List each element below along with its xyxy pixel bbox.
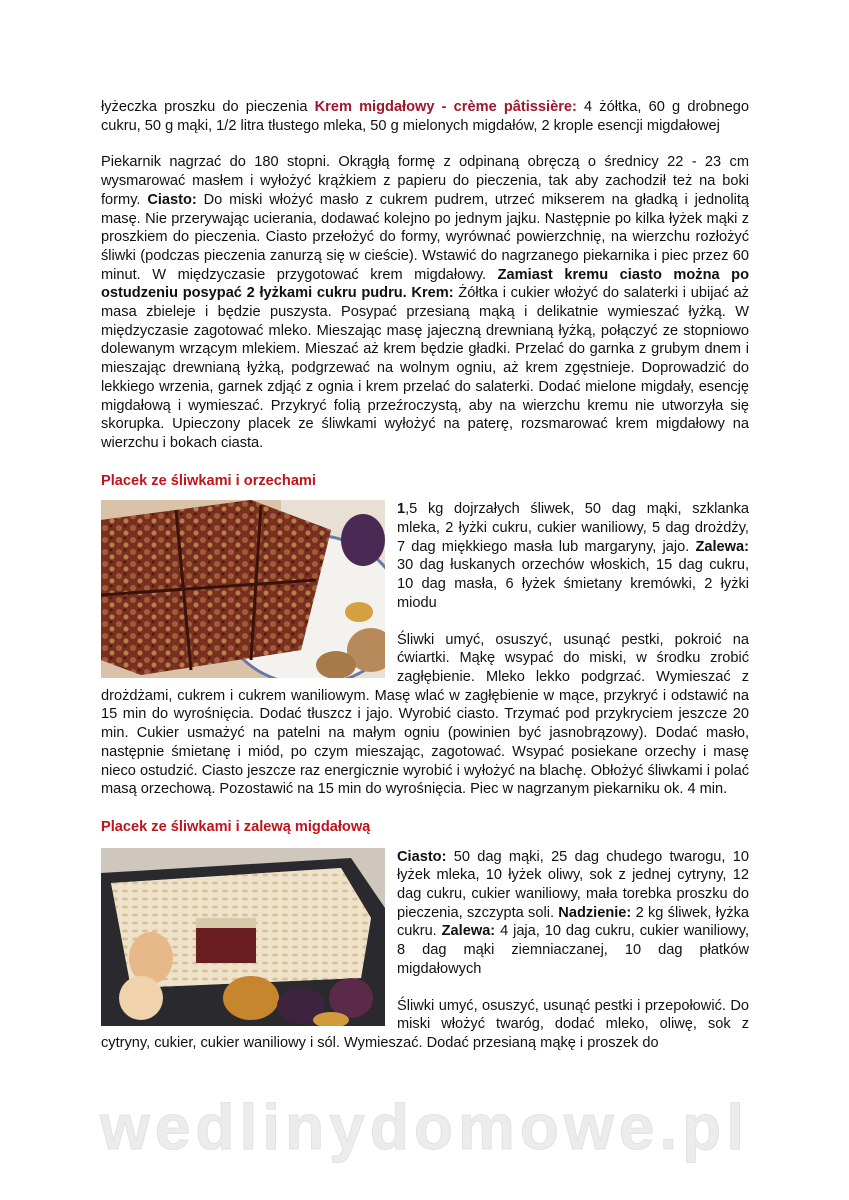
ingr-number: 1	[397, 501, 406, 518]
recipe2-title: Placek ze śliwkami i zalewą migdałową	[101, 818, 371, 835]
document-body	[101, 98, 749, 1053]
recipe1-title: Placek ze śliwkami i orzechami	[101, 472, 316, 489]
recipe2-section	[101, 848, 749, 1053]
intro-text: łyżeczka proszku do pieczenia	[101, 99, 315, 115]
nadzienie-label: Nadzienie:	[558, 904, 632, 921]
ingr-text: 4 jaja, 10 dag cukru, cukier waniliowy, 8 dag mąki ziemniaczanej, 10 dag płatków migdałowych	[397, 923, 749, 977]
cream-heading: Krem migdałowy - crème pâtissière:	[314, 99, 577, 115]
ciasto-label: Ciasto:	[147, 191, 197, 208]
recipe2-method: Śliwki umyć, osuszyć, usunąć pestki i przepołowić. Do miski włożyć twaróg, dodać mleko, oliwę, sok z cytryny, cukier, cukier waniliowy i sól. Wymieszać. Dodać przesianą mąkę i proszek do	[101, 997, 749, 1051]
recipe1-section	[101, 500, 749, 799]
ciasto-label: Ciasto:	[397, 848, 447, 865]
recipe1-method: Śliwki umyć, osuszyć, usunąć pestki, pokroić na ćwiartki. Mąkę wsypać do miski, w środku zrobić zagłębienie. Mleko lekko podgrzać. Wymieszać z drożdżami, cukrem i cukrem waniliowym. Masę wlać w zagłębienie w mące, przykryć i odstawić na 15 min do wyrośnięcia. Dodać tłuszcz i jajo. Wyrobić ciasto. Trzymać pod przykryciem jeszcze 20 min. Cukier usmażyć na patelni na małym ogniu (powinien być jasnobrązowy). Dodać masło, następnie śmietanę i miód, po czym mieszając, zagotować. Wsypać posiekane orzechy i masę nieco ostudzić. Ciasto jeszcze raz energicznie wyrobić i wyłożyć na blachę. Obłożyć śliwkami i polać masą orzechową. Pozostawić na 15 min do wyrośnięcia. Piec w nagrzanym piekarniku ok. 4 min.	[101, 631, 749, 798]
ingr-text: 30 dag łuskanych orzechów włoskich, 15 dag cukru, 10 dag masła, 6 łyżek śmietany kremówki, 2 łyżki miodu	[397, 557, 749, 611]
ingr-text: ,5 kg dojrzałych śliwek, 50 dag mąki, szklanka mleka, 2 łyżki cukru, cukier waniliowy, 5 dag drożdży, 7 dag miękkiego masła lub margaryny, jajo.	[397, 501, 749, 555]
tip-bold: Zamiast kremu ciasto można po ostudzeniu posypać 2 łyżkami cukru pudru. Krem:	[101, 266, 749, 302]
ingr-text: 2 kg śliwek, łyżka cukru.	[397, 904, 749, 940]
method-text: Piekarnik nagrzać do 180 stopni. Okrągłą formę z odpinaną obręczą o średnicy 22 - 23 cm wysmarować masłem i wyłożyć krążkiem z papieru do pieczenia, tak aby zachodził też na boki formy.	[101, 154, 749, 208]
zalewa-label: Zalewa:	[441, 923, 496, 940]
intro-paragraph-1	[101, 98, 749, 135]
intro-paragraph-2	[101, 153, 749, 452]
recipe1-photo	[101, 500, 385, 678]
method-text: Do miski włożyć masło z cukrem pudrem, utrzeć mikserem na gładką i jednolitą masę. Nie przerywając ucierania, dodawać kolejno po jednym jajku. Następnie po kilka łyżek mąki z proszkiem do pieczenia. Ciasto przełożyć do formy, wyrównać powierzchnię, na wierzchu rozłożyć śliwki (podczas pieczenia zanurzą się w cieście). Wstawić do nagrzanego piekarnika i piec przez 60 minut. W międzyczasie przygotować krem migdałowy.	[101, 191, 749, 283]
zalewa-label: Zalewa:	[695, 538, 749, 555]
method-text: Żółtka i cukier włożyć do salaterki i ubijać aż masa zbieleje i będzie puszysta. Posypać przesianą mąką i delikatnie wymieszać łyżką. W międzyczasie zagotować mleko. Mieszając masę jajeczną drewnianą łyżką, połączyć ze stopniowo dolewanym wrzącym mlekiem. Mieszać aż krem będzie gładki. Przelać do garnka z grubym dnem i mieszając drewnianą łyżką, podgrzewać na wolnym ogniu, aż krem zgęstnieje. Doprowadzić do lekkiego wrzenia, garnek zdjąć z ognia i krem przelać do salaterki. Dodać mielone migdały, esencję migdałową i wymieszać. Przykryć folią przeźroczystą, aby na wierzchu kremu nie utworzyła się skorupka. Upieczony placek ze śliwkami wyłożyć na paterę, rozsmarować krem migdałowy na wierzchu i bokach ciasta.	[101, 285, 749, 451]
watermark: wedlinydomowe.pl	[100, 1091, 749, 1163]
ingr-text: 50 dag mąki, 25 dag chudego twarogu, 10 łyżek mleka, 10 łyżek oliwy, sok z jednej cytryny, 12 dag cukru, cukier waniliowy, mała torebka proszku do pieczenia, szczypta soli.	[397, 848, 749, 921]
cream-ingredients: 4 żółtka, 60 g drobnego cukru, 50 g mąki, 1/2 litra tłustego mleka, 50 g mielonych migdałów, 2 krople esencji migdałowej	[101, 99, 749, 134]
recipe2-photo	[101, 848, 385, 1026]
